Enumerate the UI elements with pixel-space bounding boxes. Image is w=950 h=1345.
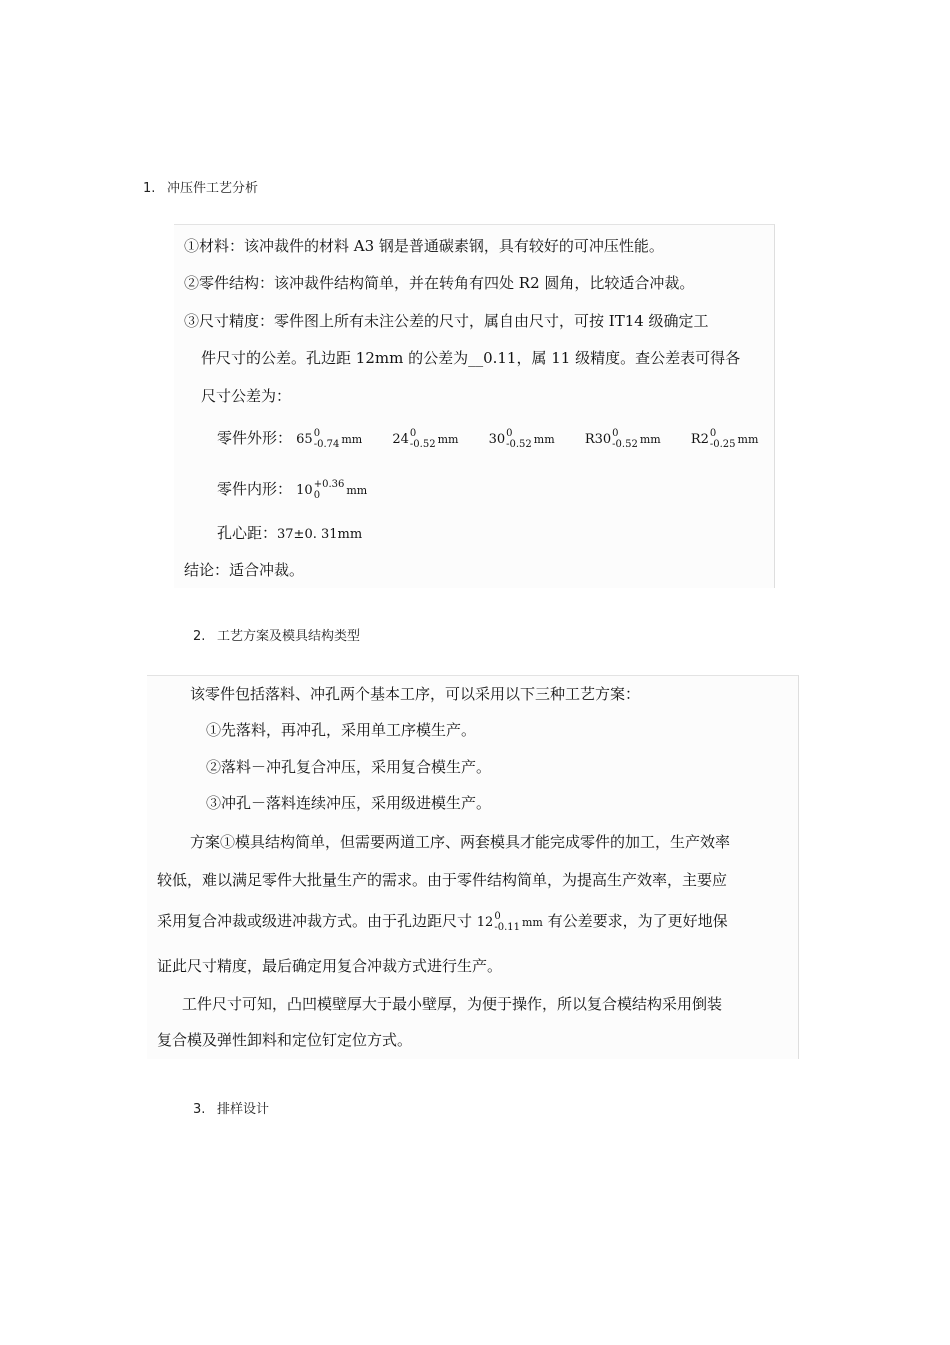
outer-dim: R30 0 -0.52 mm	[584, 428, 661, 450]
precision-line-2: 件尺寸的公差。孔边距 12mm 的公差为__0.11，属 11 级精度。查公差表可得各	[201, 349, 741, 367]
outer-label: 零件外形：	[217, 429, 293, 447]
material-line: ①材料：该冲裁件的材料 A3 钢是普通碳素钢，具有较好的可冲压性能。	[184, 237, 664, 255]
tolerance-intro: 尺寸公差为：	[201, 387, 292, 405]
outer-dim: 65 0 -0.74 mm	[296, 428, 363, 450]
paragraph-line: 工件尺寸可知，凸凹模壁厚大于最小壁厚，为便于操作，所以复合模结构采用倒装	[182, 995, 723, 1013]
structure-line: ②零件结构：该冲裁件结构简单，并在转角有四处 R2 圆角，比较适合冲裁。	[184, 274, 695, 292]
section-title: 冲压件工艺分析	[167, 181, 259, 196]
section-title: 工艺方案及模具结构类型	[217, 629, 361, 644]
paragraph-line: 方案①模具结构简单，但需要两道工序、两套模具才能完成零件的加工，生产效率	[190, 833, 731, 851]
section-number: 2.	[193, 629, 206, 644]
hole-value: 37±0. 31mm	[277, 527, 363, 542]
section-heading-2	[193, 625, 360, 644]
section-number: 1.	[143, 181, 156, 196]
section-number: 3.	[193, 1102, 206, 1117]
option-2: ②落料－冲孔复合冲压，采用复合模生产。	[206, 758, 492, 776]
option-3: ③冲孔－落料连续冲压，采用级进模生产。	[206, 794, 492, 812]
outer-dim: R2 0 -0.25 mm	[690, 428, 759, 450]
precision-line: ③尺寸精度：零件图上所有未注公差的尺寸，属自由尺寸，可按 IT14 级确定工	[184, 312, 709, 330]
outer-dimensions	[217, 428, 758, 450]
paragraph-line: 复合模及弹性卸料和定位钉定位方式。	[157, 1031, 413, 1049]
hole-edge-dim: 12 0 -0.11 mm	[476, 911, 543, 933]
paragraph-line: 采用复合冲裁或级进冲裁方式。由于孔边距尺寸 12 0 -0.11 mm 有公差要求，为了更好地保	[157, 911, 728, 933]
outer-dim: 24 0 -0.52 mm	[392, 428, 459, 450]
inner-dimension	[217, 479, 367, 501]
inner-label: 零件内形：	[217, 480, 293, 498]
process-plan-box	[147, 675, 799, 1059]
paragraph-line: 证此尺寸精度，最后确定用复合冲裁方式进行生产。	[157, 957, 503, 975]
inner-dim: 10 +0.36 0 mm	[296, 479, 368, 501]
outer-dim: 30 0 -0.52 mm	[488, 428, 555, 450]
plan-intro: 该零件包括落料、冲孔两个基本工序，可以采用以下三种工艺方案：	[190, 685, 641, 703]
process-analysis-box	[174, 224, 775, 588]
paragraph-line: 较低，难以满足零件大批量生产的需求。由于零件结构简单，为提高生产效率，主要应	[157, 871, 728, 889]
hole-distance	[217, 523, 362, 545]
section-title: 排样设计	[217, 1102, 270, 1117]
option-1: ①先落料，再冲孔，采用单工序模生产。	[206, 721, 477, 739]
conclusion: 结论：适合冲裁。	[184, 561, 305, 579]
section-heading-3	[193, 1098, 269, 1117]
section-heading-1	[143, 177, 258, 196]
hole-label: 孔心距：	[217, 524, 278, 542]
